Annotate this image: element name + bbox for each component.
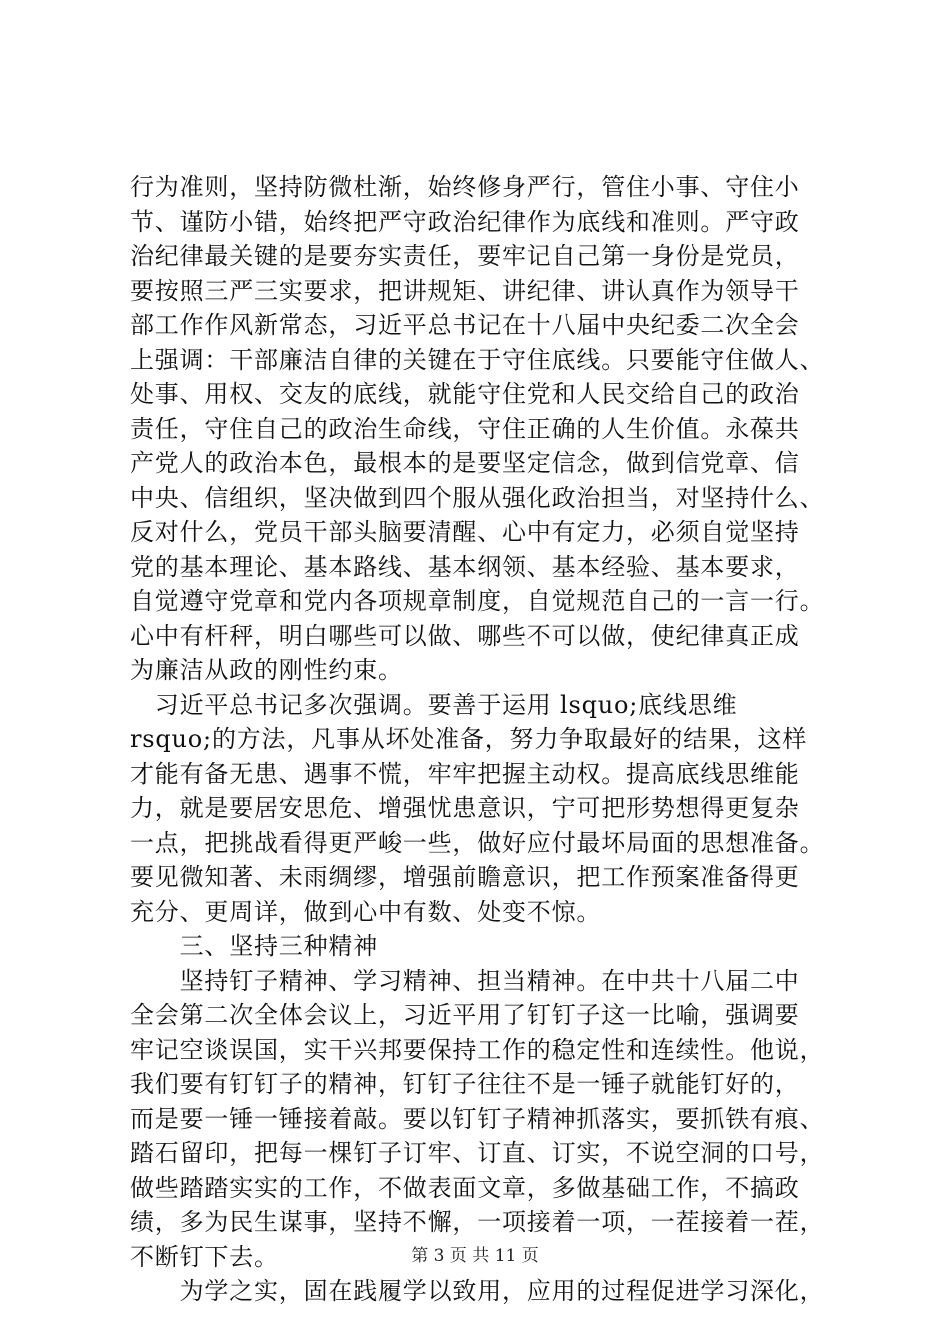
text-line: rsquo;的方法，凡事从坏处准备，努力争取最好的结果，这样	[130, 725, 808, 753]
text-line: 行为准则，坚持防微杜渐，始终修身严行，管住小事、守住小	[130, 173, 800, 201]
text-line: 坚持钉子精神、学习精神、担当精神。在中共十八届二中	[130, 966, 800, 995]
text-line: 自觉遵守党章和党内各项规章制度，自觉规范自己的一言一行。	[130, 587, 825, 615]
text-line: 而是要一锤一锤接着敲。要以钉钉子精神抓落实，要抓铁有痕、	[130, 1104, 825, 1133]
text-line: 要按照三严三实要求，把讲规矩、讲纪律、讲认真作为领导干	[130, 276, 800, 305]
text-line: 牢记空谈误国，实干兴邦要保持工作的稳定性和连续性。他说，	[130, 1035, 825, 1064]
text-line: 心中有杆秤，明白哪些可以做、哪些不可以做，使纪律真正成	[130, 621, 800, 650]
text-line: 反对什么，党员干部头脑要清醒、心中有定力，必须自觉坚持	[130, 518, 800, 546]
text-line: 党的基本理论、基本路线、基本纲领、基本经验、基本要求，	[130, 552, 800, 581]
text-line: 绩，多为民生谋事，坚持不懈，一项接着一项，一茬接着一茬，	[130, 1208, 825, 1236]
text-line: 中央、信组织，坚决做到四个服从强化政治担当，对坚持什么、	[130, 483, 825, 512]
text-line: 为学之实，固在践履学以致用，应用的过程促进学习深化，	[130, 1277, 825, 1305]
text-line: 上强调：干部廉洁自律的关键在于守住底线。只要能守住做人、	[130, 345, 825, 374]
text-line: 才能有备无患、遇事不慌，牢牢把握主动权。提高底线思维能	[130, 759, 800, 788]
text-line: 责任，守住自己的政治生命线，守住正确的人生价值。永葆共	[130, 414, 800, 443]
text-line: 产党人的政治本色，最根本的是要坚定信念，做到信党章、信	[130, 449, 800, 477]
text-line: 处事、用权、交友的底线，就能守住党和人民交给自己的政治	[130, 380, 800, 408]
section-heading: 三、坚持三种精神	[130, 932, 378, 960]
text-line: 要见微知著、未雨绸缪，增强前瞻意识，把工作预案准备得更	[130, 863, 800, 891]
text-line: 节、谨防小错，始终把严守政治纪律作为底线和准则。严守政	[130, 207, 800, 236]
text-line: 为廉洁从政的刚性约束。	[130, 656, 403, 684]
text-line: 一点，把挑战看得更严峻一些，做好应付最坏局面的思想准备。	[130, 828, 825, 857]
text-line: 不断钉下去。	[130, 1242, 279, 1271]
text-line: 习近平总书记多次强调。要善于运用 lsquo;底线思维	[130, 690, 738, 719]
text-line: 部工作作风新常态，习近平总书记在十八届中央纪委二次全会	[130, 311, 800, 339]
page-footer: 第 3 页 共 11 页	[411, 1246, 539, 1266]
text-line: 做些踏踏实实的工作，不做表面文章，多做基础工作，不搞政	[130, 1173, 800, 1202]
text-line: 踏石留印，把每一棵钉子订牢、订直、订实，不说空洞的口号，	[130, 1139, 825, 1167]
text-line: 充分、更周详，做到心中有数、处变不惊。	[130, 897, 602, 926]
text-line: 我们要有钉钉子的精神，钉钉子往往不是一锤子就能钉好的，	[130, 1070, 800, 1098]
text-line: 治纪律最关键的是要夯实责任，要牢记自己第一身份是党员，	[130, 242, 800, 270]
text-line: 力，就是要居安思危、增强忧患意识，宁可把形势想得更复杂	[130, 794, 800, 822]
text-line: 全会第二次全体会议上，习近平用了钉钉子这一比喻，强调要	[130, 1001, 800, 1029]
body-text	[130, 170, 830, 1309]
